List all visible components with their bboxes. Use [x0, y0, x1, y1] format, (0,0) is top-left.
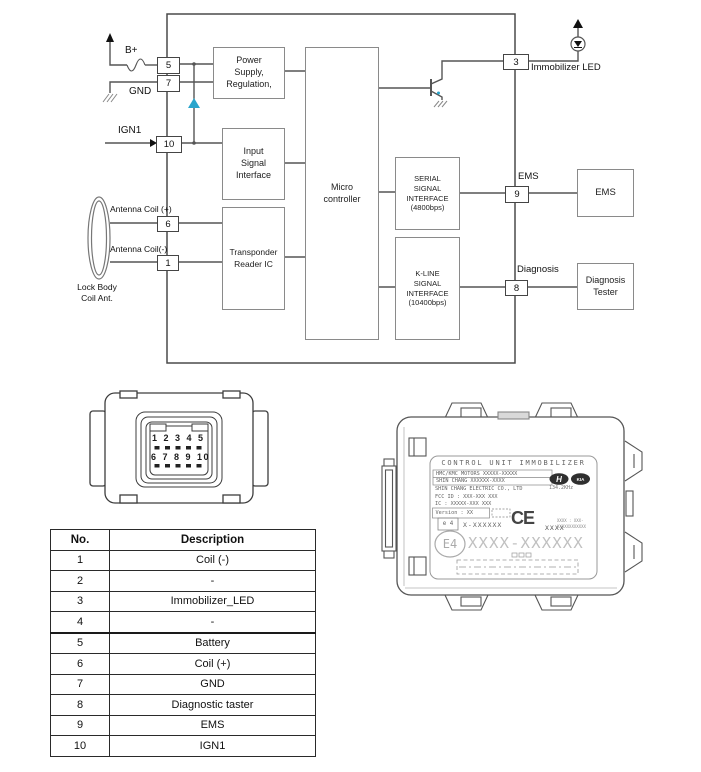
gnd-label: GND: [129, 86, 152, 97]
pin-box-8: 8: [505, 280, 528, 296]
table-row: [51, 654, 316, 675]
block-line: K-LINE: [415, 269, 440, 278]
pin-box-9: 9: [505, 186, 529, 203]
table-row: [51, 736, 316, 757]
cell-no: 6: [51, 654, 110, 675]
table-row: [51, 571, 316, 592]
ign1-label: IGN1: [118, 125, 142, 136]
ce-mark: CE: [511, 508, 535, 528]
transistor-icon: [431, 61, 503, 107]
block-line: SIGNAL: [413, 183, 442, 193]
cell-no: 8: [51, 695, 110, 716]
block-line: controller: [323, 193, 361, 204]
block-line: Tester: [593, 286, 618, 297]
unit-maker-line3: SHIN CHANG ELECTRIC CO., LTD: [435, 486, 523, 492]
zener-diode-icon: [188, 98, 200, 108]
hyundai-logo: [550, 473, 569, 485]
cell-no: 10: [51, 736, 110, 757]
unit-frequency: 134.2KHz: [549, 485, 574, 491]
block-line: INTERFACE: [406, 193, 449, 203]
cell-no: 4: [51, 612, 110, 633]
pin-box-5: 5: [157, 57, 180, 74]
ems-wire-label: EMS: [518, 171, 539, 182]
block-line: INTERFACE: [406, 288, 449, 298]
unit-maker-line2: SHIN CHANG XXXXXX-XXXX: [436, 478, 505, 484]
block-line: SERIAL: [414, 174, 441, 183]
table-row: [51, 674, 316, 695]
cell-desc: Diagnostic taster: [110, 695, 316, 716]
cell-desc: Coil (+): [110, 654, 316, 675]
pin-box-7: 7: [157, 75, 180, 92]
table-row: [51, 633, 316, 654]
pin-box-3: 3: [503, 54, 529, 70]
block-line: Diagnosis: [585, 274, 626, 285]
cell-desc: IGN1: [110, 736, 316, 757]
cell-no: 3: [51, 591, 110, 612]
pin-box-6: 6: [157, 216, 179, 232]
cell-desc: -: [110, 571, 316, 592]
table-row: [51, 715, 316, 736]
battery-arrow-icon: [106, 33, 114, 42]
unit-approval-code: XXXX-XXXXXX: [468, 534, 584, 552]
micro-controller-block: [305, 47, 379, 340]
input-signal-interface-block: [222, 128, 285, 200]
unit-e-mark-code: X-XXXXXX: [463, 520, 503, 529]
header-description: Description: [110, 530, 316, 551]
unit-maker-line1: HMC/KMC MOTORS XXXXX-XXXXX: [436, 470, 518, 477]
block-line: Regulation,: [226, 78, 272, 89]
table-row: [51, 591, 316, 612]
table-row: [51, 612, 316, 633]
block-line: Signal: [240, 158, 267, 169]
connector-pin-row-top: 1 2 3 4 5: [152, 433, 205, 443]
block-line: (10400bps): [408, 298, 447, 308]
pin-box-1: 1: [157, 255, 179, 271]
transponder-reader-block: [222, 207, 285, 310]
serial-signal-interface-block: [395, 157, 460, 230]
pin-description-table: [50, 529, 316, 757]
cell-desc: GND: [110, 674, 316, 695]
block-line: Transponder: [229, 247, 278, 258]
cell-no: 7: [51, 674, 110, 695]
lock-body-line: Coil Ant.: [81, 292, 113, 303]
ce-code: XXXX: [545, 524, 565, 532]
cell-no: 1: [51, 550, 110, 571]
unit-version-line: Version : XX: [435, 510, 473, 516]
cell-desc: -: [110, 612, 316, 633]
block-line: Reader IC: [234, 258, 273, 269]
cell-desc: Battery: [110, 633, 316, 654]
connector-drawing: [90, 391, 268, 503]
immobilizer-led-label: Immobilizer LED: [531, 62, 601, 73]
lock-body-line: Lock Body: [77, 282, 117, 292]
table-header-row: [51, 530, 316, 551]
unit-fcc-line: FCC ID : XXX-XXX XXX: [435, 493, 498, 500]
connector-pin-row-bottom: 6 7 8 9 10: [151, 452, 211, 462]
unit-fine-print-1: XXXX : XXX-: [557, 518, 584, 523]
pin-box-10: 10: [156, 136, 182, 153]
kline-signal-interface-block: [395, 237, 460, 340]
diagnosis-tester-block: [577, 263, 634, 310]
antenna-coil-icon: [88, 197, 110, 279]
table-row: [51, 550, 316, 571]
unit-e-mark-small: e 4: [442, 520, 454, 527]
antenna-coil-plus-label: Antenna Coil (+): [110, 204, 172, 214]
cell-desc: Coil (-): [110, 550, 316, 571]
block-line: Micro: [331, 181, 353, 192]
block-line: (4800bps): [410, 203, 445, 213]
header-no: No.: [51, 530, 110, 551]
block-line: EMS: [595, 186, 616, 198]
cell-desc: EMS: [110, 715, 316, 736]
block-line: SIGNAL: [413, 278, 442, 288]
antenna-coil-minus-label: Antenna Coil(-): [110, 244, 168, 254]
kia-logo-letters: KIA: [576, 477, 585, 482]
unit-label-title: CONTROL UNIT IMMOBILIZER: [441, 459, 586, 467]
diagnosis-wire-label: Diagnosis: [517, 264, 559, 275]
unit-fine-print-2: XXXXXXXXXXXX: [557, 523, 586, 529]
unit-ic-line: IC : XXXXX-XXX XXX: [435, 500, 492, 507]
cell-desc: Immobilizer_LED: [110, 591, 316, 612]
unit-e4-circle-text: E4: [442, 537, 458, 551]
table-row: [51, 695, 316, 716]
ground-icon: [103, 94, 117, 102]
cell-no: 5: [51, 633, 110, 654]
cell-no: 2: [51, 571, 110, 592]
power-supply-block: [213, 47, 285, 99]
hyundai-logo-letter: H: [556, 474, 562, 484]
b-plus-label: B+: [125, 45, 138, 56]
block-line: Supply,: [234, 67, 264, 78]
lock-body-coil-label: [62, 282, 132, 303]
ems-block: [577, 169, 634, 217]
block-line: Input: [243, 146, 264, 157]
kia-logo: [571, 473, 590, 485]
block-line: Power: [236, 55, 262, 66]
block-line: Interface: [235, 169, 272, 180]
cell-no: 9: [51, 715, 110, 736]
